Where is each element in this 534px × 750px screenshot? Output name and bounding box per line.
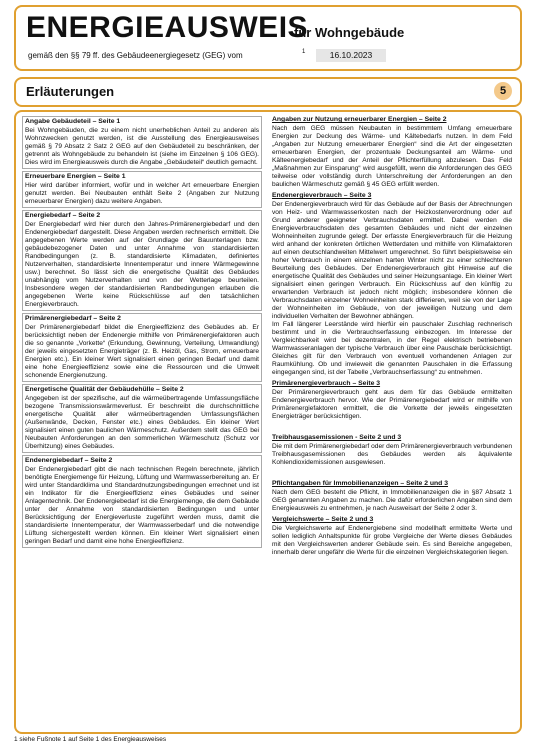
explanation-block bbox=[22, 384, 262, 453]
block-heading: Angaben zur Nutzung erneuerbarer Energien – Seite 2 bbox=[272, 116, 447, 123]
block-heading: Primärenergiebedarf – Seite 2 bbox=[25, 315, 121, 322]
explanation-block bbox=[272, 380, 512, 421]
block-text: Nach dem GEG müssen Neubauten in bestimmtem Umfang erneuerbare Energien zur Deckung des Wärme- und Kältebedarfs nutzen. In dem Feld „Angaben zur Nutzung erneuerbarer Energien“ sind die Art der eingesetzten erneuerbaren Energien, der prozentuale Deckungsanteil am Wärme- und Kälteenergiebedarf und der Anteil der Pflichterfüllung abzulesen. Das Feld „Maßnahmen zur Einsparung“ wird ausgefüllt, wenn die Anforderungen des GEG teilweise oder vollständig durch Unterschreitung der Anforderungen an den baulichen Wärmeschutz gemäß § 45 GEG erfüllt werden. bbox=[272, 125, 512, 188]
block-text: Nach dem GEG besteht die Pflicht, in Immobilienanzeigen die in §87 Absatz 1 GEG genannten Angaben zu machen. Die dafür erforderlichen Angaben sind dem Energieausweis zu entnehmen, je nach Ausweisart der Seite 2 oder 3. bbox=[272, 489, 512, 512]
block-heading: Endenergieverbrauch – Seite 3 bbox=[272, 192, 372, 199]
block-text: Der Endenergieverbrauch wird für das Gebäude auf der Basis der Abrechnungen von Heiz- und Warmwasserkosten nach der Heizkostenverordnung oder auf Grund anderer geeigneter Verbrauchsdaten ermittelt. Dabei werden die Energieverbrauchsdaten des gesamten Gebäudes und nicht der einzelnen Wohneinheiten zugrunde gelegt. Der erfasste Energieverbrauch für die Heizung wird anhand der konkreten örtlichen Wetterdaten und mithilfe von Klimafaktoren auf einen deutschlandweiten Mittelwert umgerechnet. So führt beispielsweise ein hoher Verbrauch in einem einzelnen harten Winter nicht zu einer schlechteren Beurteilung des Gebäudes. Der Endenergieverbrauch gibt Hinweise auf die energetische Qualität des Gebäudes und seiner Heizungsanlage. Ein kleiner Wert signalisiert einen geringen Verbrauch. Ein Rückschluss auf den künftig zu erwartenden Verbrauch ist jedoch nicht möglich; insbesondere können die Verbrauchsdaten einzelner Wohneinheiten stark differieren, weil sie von der Lage der Wohneinheiten im Gebäude, von der jeweiligen Nutzung und dem individuellen Verhalten der Bewohner abhängen. Im Fall längerer Leerstände wird hierfür ein pauschaler Zuschlag rechnerisch bestimmt und in die Verbrauchserfassung einbezogen. Im Interesse der Vergleichbarkeit wird bei dezentralen, in der Regel elektrisch betriebenen Warmwasseranlagen der typische Verbrauch über eine Pauschale berücksichtigt. Gleiches gilt für den Verbrauch von eventuell vorhandenen Anlagen zur Raumkühlung. Ob und inwieweit die genannten Pauschalen in die Erfassung eingegangen sind, ist der Tabelle „Verbrauchserfassung“ zu entnehmen. bbox=[272, 201, 512, 376]
explanation-block bbox=[22, 313, 262, 382]
block-heading: Primärenergieverbrauch – Seite 3 bbox=[272, 380, 381, 387]
block-text: Der Primärenergieverbrauch geht aus dem für das Gebäude ermittelten Endenergieverbrauch hervor. Wie der Primärenergiebedarf wird er mithilfe von Primärenergiefaktoren ermittelt, die die Vorkette der jeweils eingesetzten Energieträger berücksichtigen. bbox=[272, 389, 512, 420]
content-box bbox=[14, 110, 522, 734]
explanation-block bbox=[272, 116, 512, 189]
block-text: Bei Wohngebäuden, die zu einem nicht unerheblichen Anteil zu anderen als Wohnzwecken genutzt werden, ist die Ausstellung des Energieausweises gemäß § 79 Absatz 2 Satz 2 GEG auf den Gebäudeteil zu beschränken, der getrennt als Wohngebäude zu behandeln ist (siehe im Einzelnen § 106 GEG). Dies wird im Energieausweis durch die Angabe „Gebäudeteil“ deutlich gemacht. bbox=[25, 127, 259, 166]
block-heading: Endenergiebedarf – Seite 2 bbox=[25, 457, 113, 464]
left-column bbox=[22, 116, 262, 550]
section-header bbox=[14, 77, 522, 107]
footnote: 1 siehe Fußnote 1 auf Seite 1 des Energieausweises bbox=[14, 736, 167, 743]
spacer bbox=[272, 470, 512, 480]
block-text: Hier wird darüber informiert, wofür und in welcher Art erneuerbare Energien genutzt werden. Bei Neubauten enthält Seite 2 (Angaben zur Nutzung erneuerbarer Energien) dazu weitere Angaben. bbox=[25, 182, 259, 205]
block-heading: Energiebedarf – Seite 2 bbox=[25, 212, 101, 219]
explanation-block bbox=[272, 192, 512, 377]
block-text: Der Energiebedarf wird hier durch den Jahres-Primärenergiebedarf und den Endenergiebedarf dargestellt. Diese Angaben werden rechnerisch ermittelt. Die angegebenen Werte werden auf der Grundlage der Bauunterlagen bzw. gebäudebezogener Daten und unter Annahme von standardisierten Randbedingungen (z. B. standardisierte Klimadaten, definiertes Nutzerverhalten, standardisierte Innentemperatur und innere Wärmegewinne usw.) berechnet. So lässt sich die energetische Qualität des Gebäudes unabhängig vom Nutzerverhalten und von der Wetterlage beurteilen. Insbesondere wegen der standardisierten Randbedingungen erlauben die angegebenen Werte keine Rückschlüsse auf den tatsächlichen Energieverbrauch. bbox=[25, 221, 259, 308]
spacer bbox=[272, 424, 512, 434]
block-text: Der Primärenergiebedarf bildet die Energieeffizienz des Gebäudes ab. Er berücksichtigt neben der Endenergie mithilfe von Primärenergiefaktoren auch die so genannte „Vorkette“ (Erkundung, Gewinnung, Verteilung, Umwandlung) der jeweils eingesetzten Energieträger (z. B. Heizöl, Gas, Strom, erneuerbare Energien etc.). Ein kleiner Wert signalisiert einen geringen Bedarf und damit eine hohe Energieeffizienz sowie eine die Ressourcen und die Umwelt schonende Energienutzung. bbox=[25, 324, 259, 379]
page-number-badge: 5 bbox=[494, 82, 512, 100]
right-column bbox=[272, 116, 512, 560]
block-text: Angegeben ist der spezifische, auf die wärmeübertragende Umfassungsfläche bezogene Transmissionswärmeverlust. Er beschreibt die durchschnittliche energetische Qualität aller wärmeübertragenden Umfassungsflächen (Außenwände, Decken, Fenster etc.) eines Gebäudes. Ein kleiner Wert signalisiert einen guten baulichen Wärmeschutz. Außerdem stellt das GEG bei Neubauten Anforderungen an den sommerlichen Wärmeschutz (Schutz vor Überhitzung) eines Gebäudes. bbox=[25, 395, 259, 450]
block-text: Die mit dem Primärenergiebedarf oder dem Primärenergieverbrauch verbundenen Treibhausgasemissionen des Gebäudes werden als äquivalente Kohlendioxidemissionen ausgewiesen. bbox=[272, 443, 512, 466]
explanation-block bbox=[22, 171, 262, 208]
header-box bbox=[14, 5, 522, 71]
explanation-block bbox=[272, 434, 512, 467]
block-heading: Treibhausgasemissionen - Seite 2 und 3 bbox=[272, 434, 402, 441]
block-heading: Vergleichswerte – Seite 2 und 3 bbox=[272, 516, 374, 523]
block-text: Die Vergleichswerte auf Endenergiebene sind modellhaft ermittelte Werte und sollen lediglich Anhaltspunkte für grobe Vergleiche der Werte dieses Gebäudes mit den Vergleichswerten anderer Gebäude sein. Es sind Bereiche angegeben, innerhalb derer ungefähr die Werte für die einzelnen Vergleichskategorien liegen. bbox=[272, 525, 512, 556]
footnote-marker: 1 bbox=[302, 49, 306, 55]
legal-basis-text: gemäß den §§ 79 ff. des Gebäudeenergiegesetz (GEG) vom bbox=[28, 51, 243, 60]
block-heading: Angabe Gebäudeteil – Seite 1 bbox=[25, 118, 121, 125]
block-text: Der Endenergiebedarf gibt die nach technischen Regeln berechnete, jährlich benötigte Energiemenge für Heizung, Lüftung und Warmwasserbereitung an. Er wird unter Standardklima und Standardnutzungsbedingungen errechnet und ist ein Indikator für die Energieeffizienz eines Gebäudes und seiner Anlagentechnik. Der Endenergiebedarf ist die Energiemenge, die dem Gebäude unter der Annahme von standardisierten Bedingungen und unter Berücksichtigung der Energieverluste zugeführt werden muss, damit die standardisierte Innentemperatur, der Warmwasserbedarf und die notwendige Lüftung sichergestellt werden können. Ein kleiner Wert signalisiert einen geringen Bedarf und damit eine hohe Energieeffizienz. bbox=[25, 466, 259, 545]
block-heading: Energetische Qualität der Gebäudehülle – Seite 2 bbox=[25, 386, 184, 393]
explanation-block bbox=[22, 210, 262, 311]
section-title: Erläuterungen bbox=[26, 84, 115, 99]
document-subtitle: für Wohngebäude bbox=[294, 25, 405, 40]
date-field: 16.10.2023 bbox=[316, 49, 386, 62]
explanation-block bbox=[22, 116, 262, 169]
document-title: ENERGIEAUSWEIS bbox=[26, 11, 309, 44]
explanation-block bbox=[22, 455, 262, 548]
explanation-block bbox=[272, 480, 512, 513]
explanation-block bbox=[272, 516, 512, 557]
block-heading: Erneuerbare Energien – Seite 1 bbox=[25, 173, 126, 180]
block-heading: Pflichtangaben für Immobilienanzeigen – Seite 2 und 3 bbox=[272, 480, 448, 487]
